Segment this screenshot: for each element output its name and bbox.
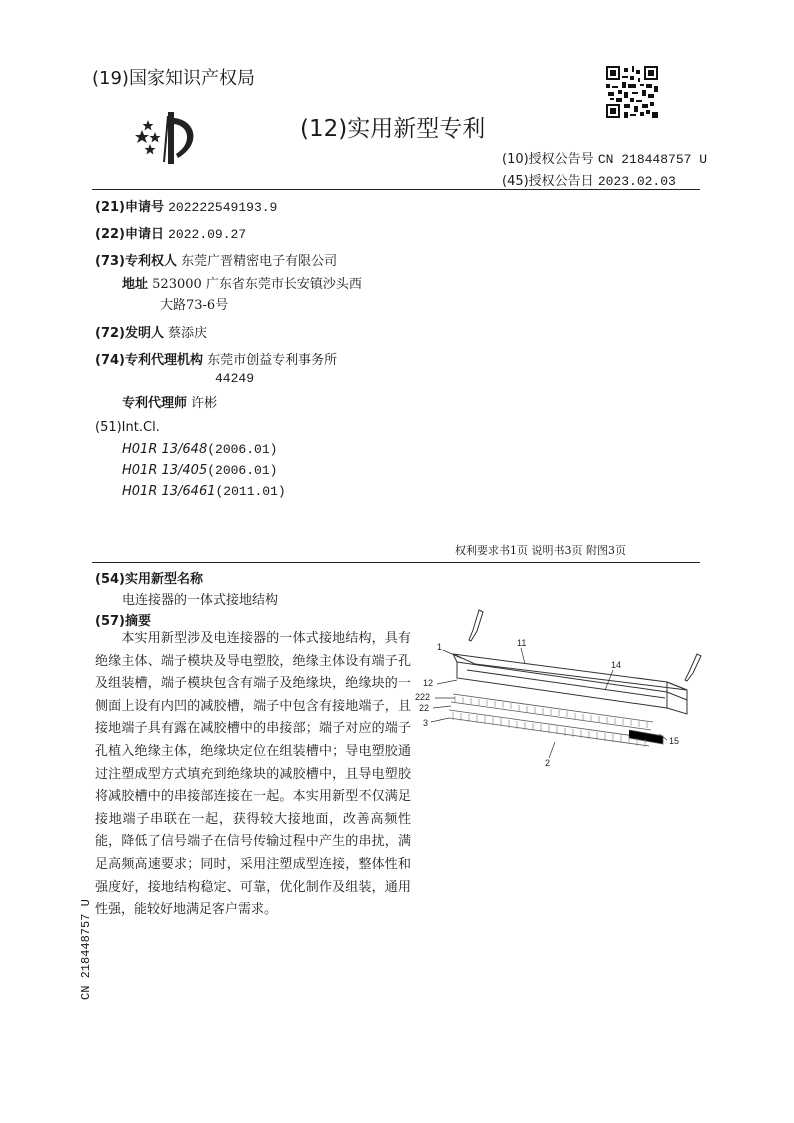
ipc-version: (2011.01) xyxy=(215,484,286,499)
patentee-value: 东莞广晋精密电子有限公司 xyxy=(181,254,338,269)
figure-label: 1 xyxy=(437,642,443,652)
filing-date-value: 2022.09.27 xyxy=(168,227,247,242)
agency-value: 东莞市创益专利事务所 xyxy=(207,353,338,368)
title-label-text: (54)实用新型名称 xyxy=(95,572,203,587)
header-rule xyxy=(92,189,700,190)
abstract-text: 本实用新型涉及电连接器的一体式接地结构，具有绝缘主体、端子模块及导电塑胶，绝缘主体设有端子孔及组装槽，端子模块包含有端子及绝缘块，绝缘块的一侧面上设有内凹的减胶槽，端子中包含有接地端子，且接地端子具有露在减胶槽中的串接部；端子对应的端子孔植入绝缘主体，绝缘块定位在组装槽中；导电塑胶通过注塑成型方式填充到绝缘块的减胶槽中，且导电塑胶将减胶槽中的串接部连接在一起。本实用新型不仅满足接地端子串联在一起，获得较大接地面，改善高频性能，降低了信号端子在信号传输过程中产生的串扰，满足高频高速要求；同时，采用注塑成型连接，整体性和强度好，接地结构稳定、可靠，优化制作及组装，通用性强，能较好地满足客户需求。 xyxy=(95,631,411,918)
section-rule xyxy=(92,562,700,563)
inventor-label: (72)发明人 xyxy=(95,326,164,341)
publication-date-label: (45)授权公告日 xyxy=(502,174,594,189)
publication-number-label: (10)授权公告号 xyxy=(502,152,594,167)
publication-date-value: 2023.02.03 xyxy=(597,174,676,189)
agent-label: 专利代理师 xyxy=(122,396,188,411)
publication-number xyxy=(502,148,707,167)
application-number-label: (21)申请号 xyxy=(95,200,164,215)
agent-value: 许彬 xyxy=(191,396,218,411)
ipc-version: (2006.01) xyxy=(207,463,278,478)
cnipa-logo xyxy=(128,108,208,168)
agency-label: (74)专利代理机构 xyxy=(95,353,203,368)
page-counts: 权利要求书1页 说明书3页 附图3页 xyxy=(455,544,626,557)
document-type: (12)实用新型专利 xyxy=(300,116,486,142)
publication-date xyxy=(502,170,676,189)
abstract-label xyxy=(95,610,151,629)
address-label: 地址 xyxy=(122,277,149,292)
figure-label: 11 xyxy=(517,638,527,648)
agency xyxy=(95,349,337,368)
figure-label: 2 xyxy=(545,758,551,768)
figure-label: 15 xyxy=(669,736,680,746)
address xyxy=(122,273,362,292)
address-line1: 523000 广东省东莞市长安镇沙头西 xyxy=(152,277,362,292)
abstract-label-text: (57)摘要 xyxy=(95,614,151,629)
ipc-row xyxy=(122,484,286,499)
patentee xyxy=(95,250,337,269)
figure-label: 222 xyxy=(415,692,431,702)
ipc-code: H01R 13/6461 xyxy=(122,484,216,499)
application-number xyxy=(95,196,277,215)
inventor xyxy=(95,322,207,341)
agency-code: 44249 xyxy=(215,371,255,386)
side-publication-code: CN 218448757 U xyxy=(79,899,93,1000)
ipc-code: H01R 13/648 xyxy=(122,442,208,457)
application-number-value: 202222549193.9 xyxy=(168,200,278,215)
inventor-value: 蔡添庆 xyxy=(168,326,208,341)
connector-figure xyxy=(405,598,705,780)
address-line2: 大路73-6号 xyxy=(160,298,229,313)
filing-date-label: (22)申请日 xyxy=(95,227,164,242)
figure-label: 12 xyxy=(423,678,434,688)
ipc-code: H01R 13/405 xyxy=(122,463,208,478)
figure-label: 3 xyxy=(423,718,429,728)
agent xyxy=(122,392,217,411)
intcl-label: (51)Int.Cl. xyxy=(95,420,160,435)
stylus-icon xyxy=(469,610,483,641)
figure-label: 14 xyxy=(611,660,622,670)
publication-number-value: CN 218448757 U xyxy=(597,152,708,167)
ipc-version: (2006.01) xyxy=(207,442,278,457)
utility-model-title: 电连接器的一体式接地结构 xyxy=(122,593,279,608)
ipc-row xyxy=(122,442,277,457)
ipc-row xyxy=(122,463,277,478)
title-label xyxy=(95,568,203,587)
filing-date xyxy=(95,223,246,242)
stylus-icon xyxy=(685,654,701,681)
figure-label: 22 xyxy=(419,703,430,713)
patentee-label: (73)专利权人 xyxy=(95,254,177,269)
office-name: (19)国家知识产权局 xyxy=(92,68,255,89)
qr-code xyxy=(606,66,658,118)
